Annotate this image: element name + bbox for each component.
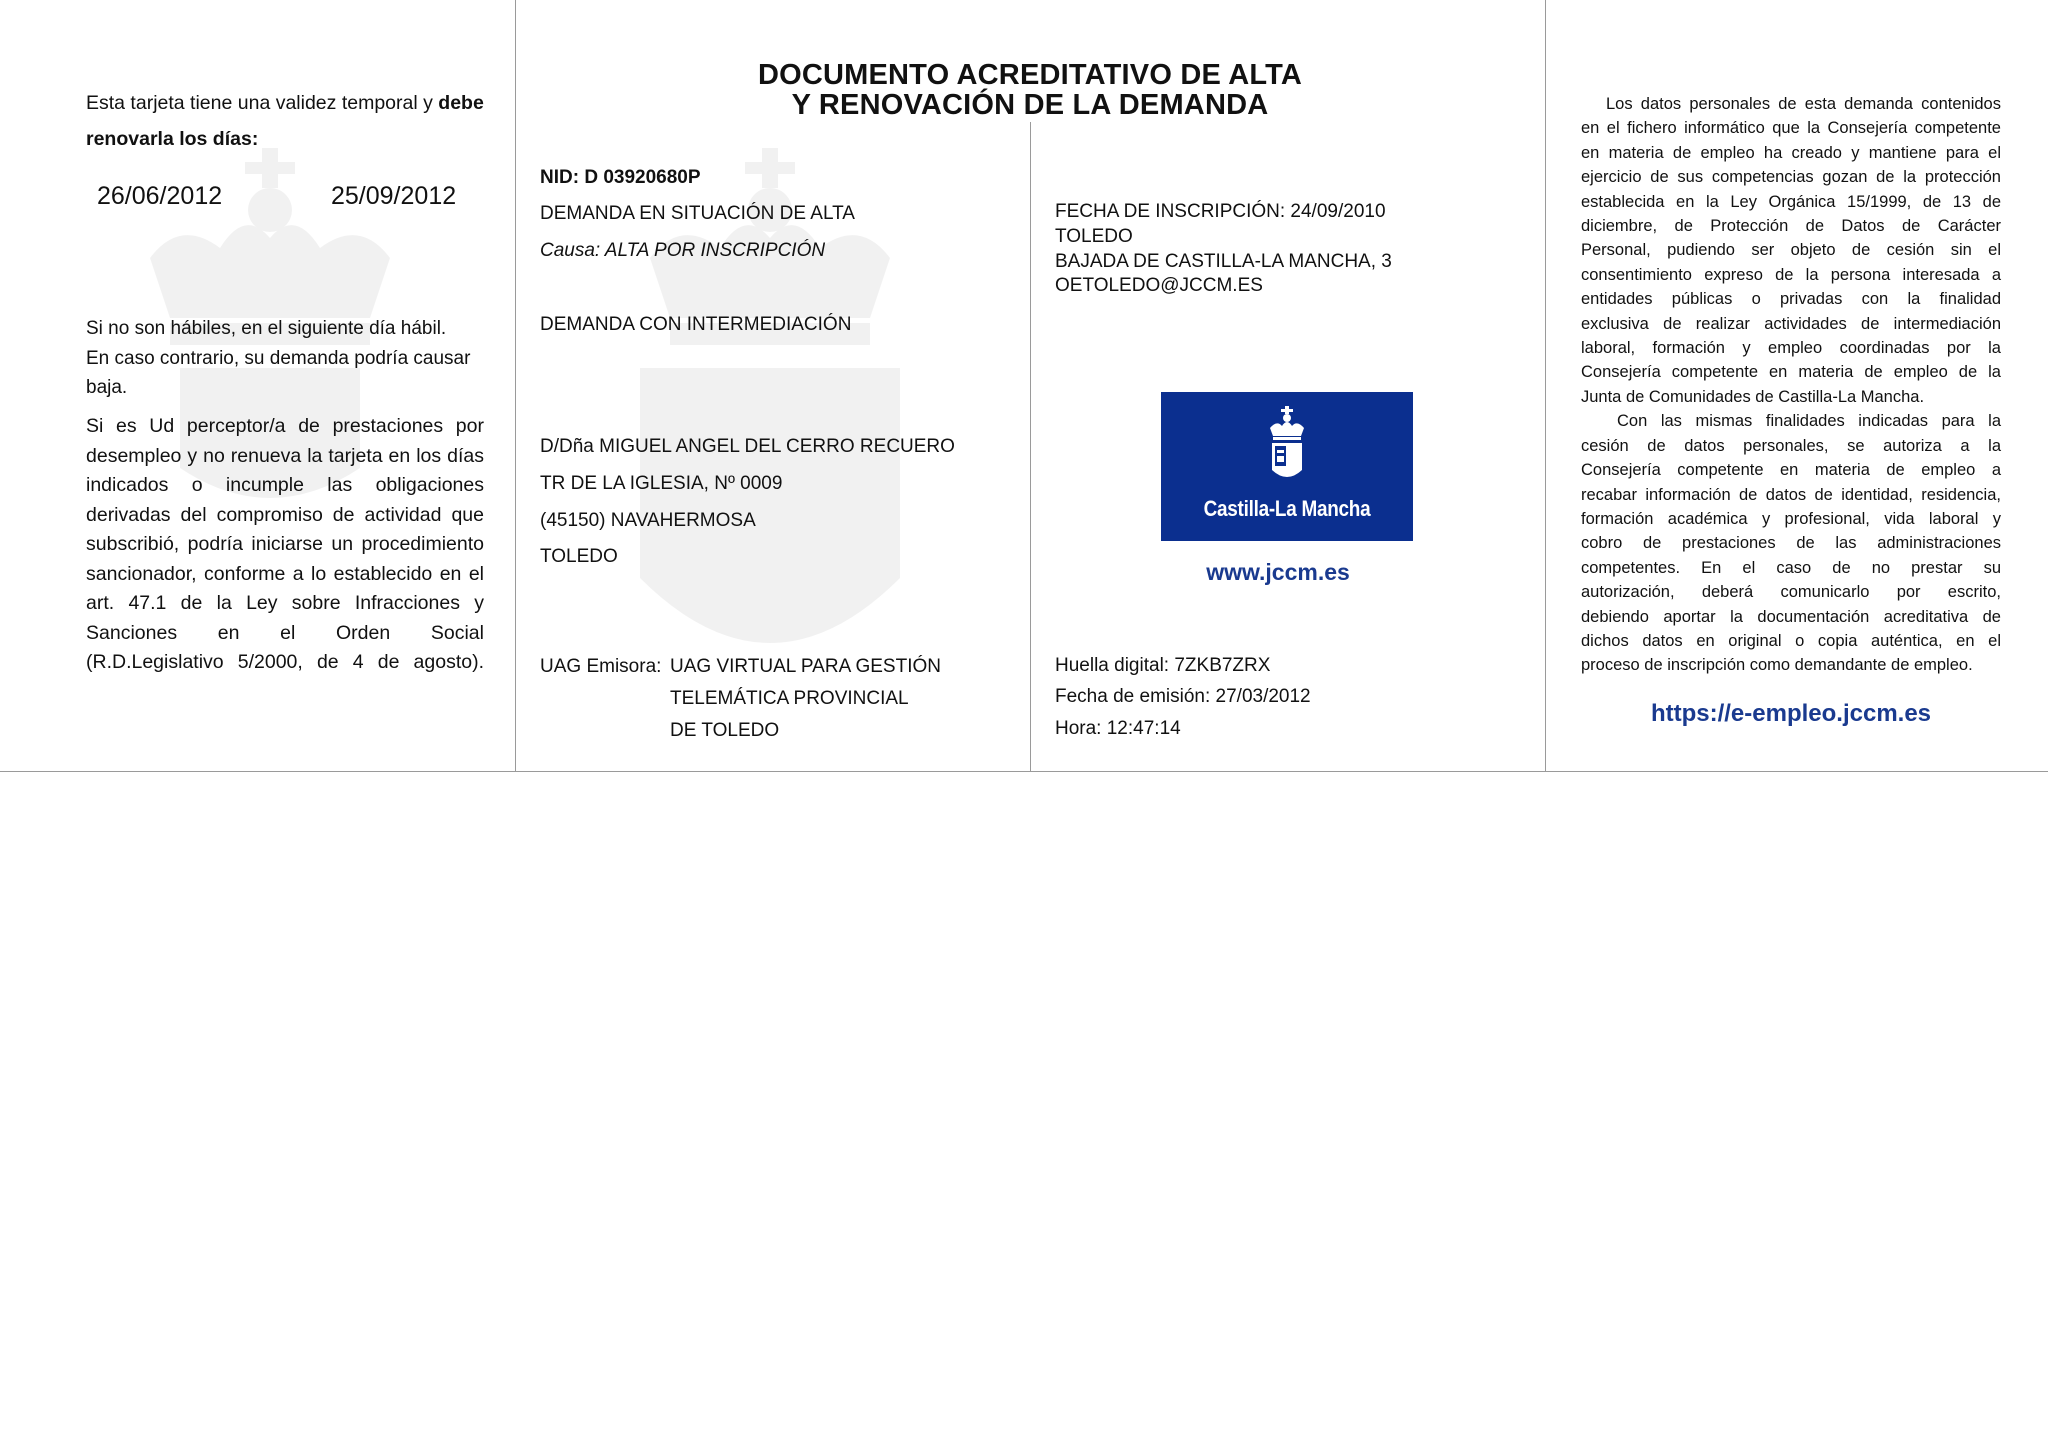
privacy-notice: Los datos personales de esta demanda contenidos en el fichero informático que la Consejería competente en materia de empleo ha creado y mantiene para el ejercicio de sus competencias gozan de la protección establecida en la Ley Orgánica 15/1999, de 13 de diciembre, de Protección de Datos de Carácter Personal, pudiendo ser objeto de cesión sin el consentimiento expreso de la persona interesada a entidades públicas o privadas con la finalidad exclusiva de realizar actividades de intermediación laboral, formación y empleo coordinadas por la Consejería competente en materia de empleo de la Junta de Comunidades de Castilla-La Mancha. Con las mismas finalidades indicadas para la cesión de datos personales, se autoriza a la Consejería competente en materia de empleo a recabar información de datos de identidad, residencia, formación académica y profesional, vida laboral y cobro de prestaciones de las administraciones competentes. En el caso de no prestar su autorización, deberá comunicarlo por escrito, debiendo aportar la documentación acreditativa de dichos datos en original o copia auténtica, en el proceso de inscripción como demandante de empleo. (1581, 95, 2001, 675)
fingerprint: Huella digital: 7ZKB7ZRX (1055, 655, 1271, 676)
crest-icon (1267, 406, 1307, 484)
holiday-note: En caso contrario, su demanda podría causar (86, 348, 471, 369)
logo-text: Castilla-La Mancha (1203, 496, 1371, 521)
holder-street: TR DE LA IGLESIA, Nº 0009 (540, 473, 783, 494)
uag-value: TELEMÁTICA PROVINCIAL (670, 688, 909, 709)
renewal-heading: renovarla los días: (86, 128, 259, 150)
holiday-note: baja. (86, 377, 128, 398)
uag-value: DE TOLEDO (670, 720, 780, 741)
sanction-notice: Si es Ud perceptor/a de prestaciones por desempleo y no renueva la tarjeta en los días indicados o incumple las obligaciones derivadas del compromiso de actividad que subscribió, podría iniciarse un procedimiento sancionador, conforme a lo establecido en el art. 47.1 de la Ley sobre Infracciones y Sanciones en el Orden Social (R.D.Legislativo 5/2000, de 4 de agosto). (86, 415, 484, 673)
office-city: TOLEDO (1055, 226, 1133, 247)
validity-notice: Esta tarjeta tiene una validez temporal y debe (86, 92, 484, 114)
crest-watermark-icon (640, 148, 900, 688)
renewal-date-1: 26/06/2012 (97, 182, 223, 210)
office-email: OETOLEDO@JCCM.ES (1055, 275, 1263, 296)
issue-date: Fecha de emisión: 27/03/2012 (1055, 686, 1311, 707)
holiday-note: Si no son hábiles, en el siguiente día hábil. (86, 318, 447, 339)
holder-name: D/Dña MIGUEL ANGEL DEL CERRO RECUERO (540, 436, 955, 457)
office-address: BAJADA DE CASTILLA-LA MANCHA, 3 (1055, 251, 1392, 272)
demand-intermediation: DEMANDA CON INTERMEDIACIÓN (540, 314, 852, 335)
nid: NID: D 03920680P (540, 167, 701, 188)
demand-cause: Causa: ALTA POR INSCRIPCIÓN (540, 240, 826, 261)
uag-label: UAG Emisora: (540, 656, 662, 677)
demand-status: DEMANDA EN SITUACIÓN DE ALTA (540, 203, 855, 224)
uag-value: UAG VIRTUAL PARA GESTIÓN (670, 656, 941, 677)
registration-date: FECHA DE INSCRIPCIÓN: 24/09/2010 (1055, 201, 1386, 222)
column-divider (1030, 122, 1031, 772)
e-empleo-link[interactable]: https://e-empleo.jccm.es (1650, 700, 1932, 727)
holder-city: (45150) NAVAHERMOSA (540, 510, 756, 531)
website-link[interactable]: www.jccm.es (1206, 559, 1350, 585)
castilla-la-mancha-logo (1161, 392, 1413, 541)
column-divider (1545, 0, 1546, 772)
card-bottom-border (0, 771, 2048, 772)
renewal-date-2: 25/09/2012 (331, 182, 457, 210)
document-title: DOCUMENTO ACREDITATIVO DE ALTA Y RENOVACIÓN DE LA DEMANDA (757, 59, 1303, 121)
issue-time: Hora: 12:47:14 (1055, 718, 1181, 739)
holder-province: TOLEDO (540, 546, 618, 567)
